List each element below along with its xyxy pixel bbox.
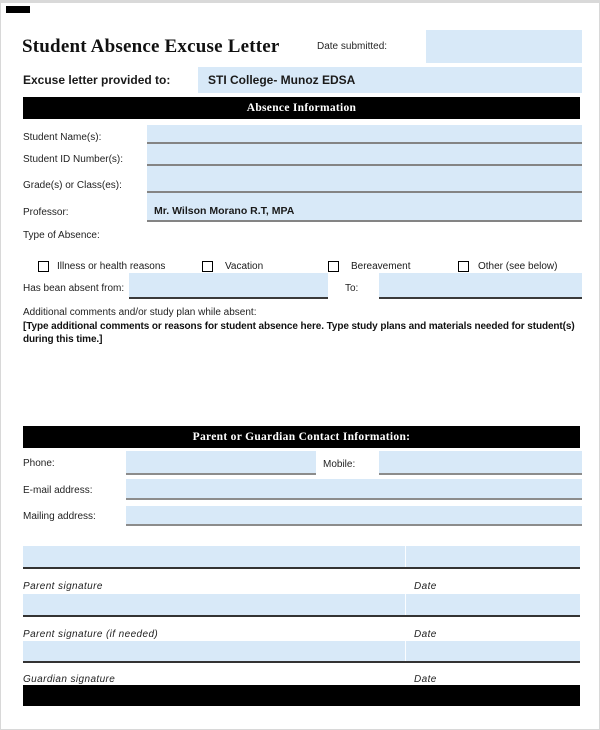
mobile-field[interactable] (379, 451, 582, 475)
email-field[interactable] (126, 479, 582, 500)
absent-from-field[interactable] (129, 273, 328, 299)
comments-label: Additional comments and/or study plan while absent: (23, 307, 257, 318)
illness-checkbox[interactable] (38, 261, 49, 272)
provided-to-label: Excuse letter provided to: (23, 73, 171, 87)
parent-signature2-row (23, 594, 580, 617)
phone-field[interactable] (126, 451, 316, 475)
section-header-contact: Parent or Guardian Contact Information: (23, 426, 580, 448)
bottom-bar (23, 685, 580, 706)
student-id-field[interactable] (147, 144, 582, 166)
vacation-checkbox-label: Vacation (225, 261, 264, 272)
other-checkbox-label: Other (see below) (478, 261, 558, 272)
provided-to-value: STI College- Munoz EDSA (208, 73, 356, 87)
parent-signature2-date-label: Date (414, 629, 437, 640)
provided-to-field[interactable] (198, 67, 582, 93)
professor-value: Mr. Wilson Morano R.T, MPA (154, 205, 295, 217)
section-header-absence: Absence Information (23, 97, 580, 119)
date-submitted-value (426, 36, 436, 50)
mailing-label: Mailing address: (23, 511, 96, 522)
absent-to-field[interactable] (379, 273, 582, 299)
parent-signature-row (23, 546, 580, 569)
guardian-signature-label: Guardian signature (23, 674, 116, 685)
other-checkbox[interactable] (458, 261, 469, 272)
parent-signature2-field[interactable] (23, 594, 404, 615)
student-name-field[interactable] (147, 125, 582, 144)
email-label: E-mail address: (23, 485, 93, 496)
guardian-signature-row (23, 641, 580, 663)
parent-signature2-label: Parent signature (if needed) (23, 629, 159, 640)
comments-placeholder[interactable]: [Type additional comments or reasons for student absence here. Type study plans and materials needed for student(s) during this time.] (23, 321, 575, 345)
parent-signature-date-field[interactable] (405, 546, 580, 567)
parent-signature-field[interactable] (23, 546, 404, 567)
parent-signature-date-label: Date (414, 581, 437, 592)
grade-class-field[interactable] (147, 166, 582, 193)
mobile-label: Mobile: (323, 459, 356, 470)
grade-class-label: Grade(s) or Class(es): (23, 180, 122, 191)
guardian-signature-date-field[interactable] (405, 641, 580, 661)
bereavement-checkbox[interactable] (328, 261, 339, 272)
guardian-signature-date-label: Date (414, 674, 437, 685)
type-of-absence-label: Type of Absence: (23, 230, 100, 241)
corner-mark (6, 6, 30, 13)
date-submitted-label: Date submitted: (317, 41, 388, 52)
illness-checkbox-label: Illness or health reasons (57, 261, 166, 272)
date-submitted-field[interactable] (426, 30, 582, 63)
phone-label: Phone: (23, 458, 55, 469)
mailing-field[interactable] (126, 506, 582, 526)
page-title: Student Absence Excuse Letter (22, 36, 280, 57)
guardian-signature-field[interactable] (23, 641, 404, 661)
bereavement-checkbox-label: Bereavement (351, 261, 411, 272)
parent-signature2-date-field[interactable] (405, 594, 580, 615)
absent-from-label: Has bean absent from: (23, 283, 125, 294)
student-name-label: Student Name(s): (23, 132, 102, 143)
vacation-checkbox[interactable] (202, 261, 213, 272)
professor-label: Professor: (23, 207, 69, 218)
professor-field[interactable] (147, 193, 582, 222)
student-id-label: Student ID Number(s): (23, 154, 124, 165)
parent-signature-label: Parent signature (23, 581, 103, 592)
absent-to-label: To: (345, 283, 359, 294)
